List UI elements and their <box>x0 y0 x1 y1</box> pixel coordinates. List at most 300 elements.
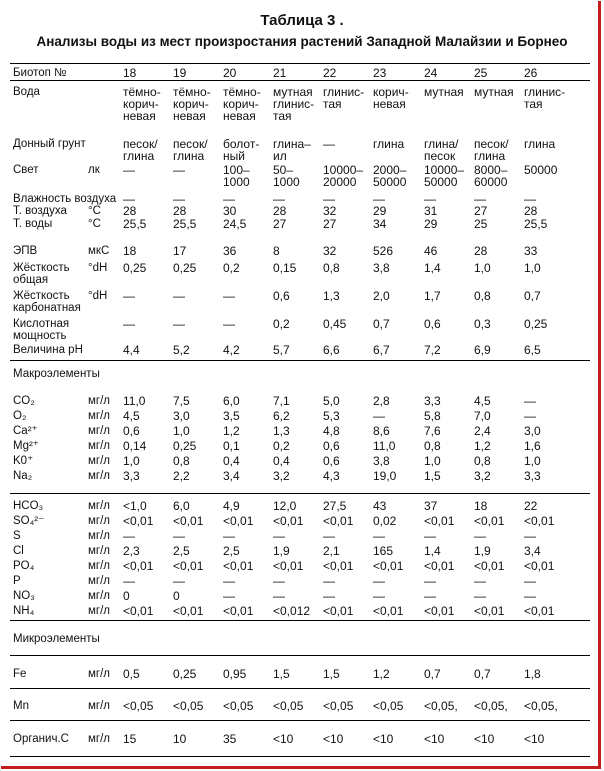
table-cell: 2,0 <box>373 289 390 303</box>
column-header-21: 21 <box>273 66 287 80</box>
table-cell: 50– <box>273 163 294 177</box>
row-label: Свет <box>13 164 39 176</box>
row-label: Mg²⁺ <box>13 440 39 452</box>
table-cell: <0,05, <box>524 699 558 713</box>
table-cell: <0,01 <box>223 559 254 573</box>
table-cell: — <box>223 589 235 603</box>
table-cell: 3,3 <box>524 469 541 483</box>
table-cell: 2,5 <box>173 544 190 558</box>
table-cell: <0,05, <box>474 699 508 713</box>
table-cell: невая <box>123 109 156 123</box>
row-unit: мг/л <box>88 733 111 745</box>
table-cell: 0,02 <box>373 514 397 528</box>
table-cell: 3,4 <box>524 544 541 558</box>
table-cell: 29 <box>424 217 438 231</box>
table-cell: 7,2 <box>424 343 441 357</box>
table-cell: — <box>173 317 185 331</box>
table-cell: <0,012 <box>273 604 311 618</box>
row-label: P <box>13 575 21 587</box>
table-cell: — <box>123 289 135 303</box>
table-cell: <0,01 <box>223 604 254 618</box>
table-cell: 28 <box>123 204 137 218</box>
table-cell: <0,01 <box>123 514 154 528</box>
table-cell: корич- <box>373 85 409 99</box>
table-cell: <0,01 <box>173 604 204 618</box>
table-cell: 1,6 <box>524 439 541 453</box>
table-cell: — <box>273 589 285 603</box>
table-cell: 0,1 <box>223 439 240 453</box>
table-cell: 1000 <box>223 175 250 189</box>
table-cell: — <box>373 409 385 423</box>
table-cell: 3,3 <box>123 469 140 483</box>
table-cell: 2,2 <box>173 469 190 483</box>
table-cell: <0,01 <box>373 604 404 618</box>
table-cell: <10 <box>424 732 445 746</box>
table-cell: <0,05 <box>323 699 354 713</box>
table-cell: 2,5 <box>223 544 240 558</box>
table-cell: 0,14 <box>123 439 147 453</box>
table-cell: невая <box>173 109 206 123</box>
table-cell: 10 <box>173 732 187 746</box>
table-cell: 7,5 <box>173 394 190 408</box>
table-cell: — <box>123 574 135 588</box>
table-divider <box>10 688 590 689</box>
table-cell: — <box>524 394 536 408</box>
table-cell: песок/ <box>173 137 208 151</box>
column-header-26: 26 <box>524 66 538 80</box>
table-cell: <0,01 <box>123 604 154 618</box>
table-cell: 0,25 <box>173 439 197 453</box>
table-cell: <0,01 <box>524 604 555 618</box>
table-cell: 1,4 <box>424 261 441 275</box>
table-cell: тёмно- <box>223 85 261 99</box>
table-cell: — <box>373 589 385 603</box>
table-cell: — <box>173 289 185 303</box>
table-cell: 8000– <box>474 163 508 177</box>
column-header-19: 19 <box>173 66 187 80</box>
table-cell: — <box>223 289 235 303</box>
row-unit: мг/л <box>88 440 111 452</box>
table-cell: <10 <box>524 732 545 746</box>
table-cell: 18 <box>123 244 137 258</box>
row-label: CO₂ <box>13 395 35 407</box>
table-cell: 2000– <box>373 163 407 177</box>
table-cell: 6,7 <box>373 343 390 357</box>
table-cell: — <box>223 192 235 206</box>
table-cell: 43 <box>373 499 387 513</box>
table-cell: 18 <box>474 499 488 513</box>
table-cell: 28 <box>474 244 488 258</box>
table-cell: мутная <box>424 85 464 99</box>
row-label: карбонатная <box>13 302 81 314</box>
row-label: O₂ <box>13 410 27 422</box>
table-cell: — <box>173 574 185 588</box>
row-unit: мг/л <box>88 515 111 527</box>
table-cell: 4,5 <box>123 409 140 423</box>
table-cell: тая <box>524 97 543 111</box>
table-cell: 6,9 <box>474 343 491 357</box>
row-unit: °dH <box>88 262 108 274</box>
table-cell: <10 <box>323 732 344 746</box>
table-cell: 5,8 <box>424 409 441 423</box>
table-cell: 2,1 <box>323 544 340 558</box>
row-label: Жёсткость <box>13 290 70 302</box>
table-cell: глина <box>524 137 556 151</box>
table-cell: <0,01 <box>323 559 354 573</box>
table-cell: — <box>323 574 335 588</box>
row-unit: мкС <box>88 245 110 257</box>
table-cell: глина <box>123 149 155 163</box>
table-cell: — <box>323 529 335 543</box>
table-cell: 0 <box>173 589 180 603</box>
column-header-23: 23 <box>373 66 387 80</box>
table-cell: 22 <box>524 499 538 513</box>
table-cell: 28 <box>524 204 538 218</box>
table-cell: 3,0 <box>524 424 541 438</box>
row-label: Донный грунт <box>13 138 86 150</box>
table-divider <box>10 360 590 361</box>
table-cell: 8,6 <box>373 424 390 438</box>
table-cell: мутная <box>474 85 514 99</box>
table-cell: 4,5 <box>474 394 491 408</box>
table-cell: <0,05 <box>373 699 404 713</box>
row-label: Кислотная <box>13 318 70 330</box>
table-cell: 165 <box>373 544 394 558</box>
table-cell: песок/ <box>474 137 509 151</box>
table-cell: — <box>123 317 135 331</box>
table-cell: 29 <box>373 204 387 218</box>
table-cell: 6,0 <box>223 394 240 408</box>
table-cell: 0,6 <box>273 289 290 303</box>
table-cell: — <box>474 192 486 206</box>
table-cell: — <box>173 163 185 177</box>
row-label: Величина pH <box>13 344 83 356</box>
table-cell: 0 <box>123 589 130 603</box>
table-cell: 0,4 <box>273 454 290 468</box>
table-cell: глинис- <box>323 85 365 99</box>
table-cell: 10000– <box>323 163 364 177</box>
table-cell: <0,05 <box>273 699 304 713</box>
table-cell: 50000 <box>524 163 558 177</box>
table-cell: 1,2 <box>474 439 491 453</box>
table-cell: — <box>173 529 185 543</box>
table-cell: невая <box>223 109 256 123</box>
table-cell: 0,15 <box>273 261 297 275</box>
column-header-18: 18 <box>123 66 137 80</box>
table-cell: 50000 <box>424 175 458 189</box>
table-cell: 60000 <box>474 175 508 189</box>
table-cell: 6,5 <box>524 343 541 357</box>
table-divider <box>10 493 590 494</box>
table-cell: 0,2 <box>223 261 240 275</box>
table-cell: 27,5 <box>323 499 347 513</box>
table-cell: 0,7 <box>373 317 390 331</box>
table-cell: 25,5 <box>524 217 548 231</box>
table-cell: 3,8 <box>373 454 390 468</box>
table-cell: 0,8 <box>474 289 491 303</box>
row-label: Fe <box>13 668 27 680</box>
row-label: Жёсткость <box>13 262 70 274</box>
table-cell: 4,9 <box>223 499 240 513</box>
table-cell: невая <box>373 97 406 111</box>
row-label: Органич.С <box>13 733 69 745</box>
table-cell: 35 <box>223 732 237 746</box>
table-cell: 0,25 <box>173 261 197 275</box>
table-cell: 0,8 <box>424 439 441 453</box>
table-cell: мутная <box>273 85 313 99</box>
row-unit: мг/л <box>88 455 111 467</box>
table-cell: глинис- <box>524 85 566 99</box>
table-cell: тёмно- <box>173 85 211 99</box>
table-divider <box>10 655 590 656</box>
table-cell: 30 <box>223 204 237 218</box>
table-cell: — <box>424 574 436 588</box>
table-cell: — <box>173 192 185 206</box>
row-label: HCO₃ <box>13 500 44 512</box>
table-cell: 28 <box>173 204 187 218</box>
table-cell: 32 <box>323 204 337 218</box>
table-cell: корич- <box>173 97 209 111</box>
page-frame <box>1 1 601 769</box>
row-label: Вода <box>13 86 40 98</box>
table-cell: — <box>323 589 335 603</box>
table-cell: <0,01 <box>424 604 455 618</box>
row-label: Микроэлементы <box>13 633 100 645</box>
column-header-20: 20 <box>223 66 237 80</box>
table-cell: 33 <box>524 244 538 258</box>
table-cell: <0,01 <box>373 559 404 573</box>
table-cell: 1,4 <box>424 544 441 558</box>
row-unit: лк <box>88 164 100 176</box>
row-label: Cl <box>13 545 24 557</box>
table-cell: — <box>424 529 436 543</box>
table-cell: 0,6 <box>323 454 340 468</box>
table-cell: 0,7 <box>474 667 491 681</box>
table-cell: — <box>424 192 436 206</box>
row-unit: °dH <box>88 290 108 302</box>
row-label: Влажность воздуха <box>13 193 117 205</box>
table-title: Таблица 3 . <box>260 12 344 29</box>
table-cell: 5,2 <box>173 343 190 357</box>
table-cell: глина– <box>273 137 311 151</box>
table-cell: 25,5 <box>173 217 197 231</box>
row-label: K0⁺ <box>13 455 34 467</box>
table-cell: 10000– <box>424 163 465 177</box>
row-unit: мг/л <box>88 560 111 572</box>
table-cell: 3,0 <box>173 409 190 423</box>
table-cell: <0,05 <box>173 699 204 713</box>
table-cell: — <box>323 192 335 206</box>
table-cell: песок <box>424 149 456 163</box>
table-cell: 526 <box>373 244 394 258</box>
table-cell: 3,4 <box>223 469 240 483</box>
row-unit: мг/л <box>88 395 111 407</box>
table-cell: 0,8 <box>474 454 491 468</box>
table-cell: 5,0 <box>323 394 340 408</box>
column-header-24: 24 <box>424 66 438 80</box>
table-divider <box>10 620 590 621</box>
table-cell: <0,01 <box>424 559 455 573</box>
table-cell: — <box>524 192 536 206</box>
table-cell: 19,0 <box>373 469 397 483</box>
row-label: общая <box>13 274 49 286</box>
table-cell: 27 <box>273 217 287 231</box>
table-cell: 32 <box>323 244 337 258</box>
row-label: Na₂ <box>13 470 33 482</box>
row-unit: мг/л <box>88 410 111 422</box>
table-cell: 100– <box>223 163 250 177</box>
table-cell: 4,4 <box>123 343 140 357</box>
row-label: Т. воды <box>13 218 53 230</box>
row-label: NH₄ <box>13 605 35 617</box>
table-cell: 0,5 <box>123 667 140 681</box>
table-cell: 1,5 <box>424 469 441 483</box>
table-cell: — <box>524 589 536 603</box>
row-unit: мг/л <box>88 605 111 617</box>
table-cell: 25,5 <box>123 217 147 231</box>
table-cell: 6,0 <box>173 499 190 513</box>
table-cell: — <box>373 529 385 543</box>
table-cell: 25 <box>474 217 488 231</box>
row-label: PO₄ <box>13 560 35 572</box>
table-cell: 31 <box>424 204 438 218</box>
table-cell: <0,01 <box>424 514 455 528</box>
table-cell: — <box>273 529 285 543</box>
table-cell: — <box>524 529 536 543</box>
table-cell: — <box>273 192 285 206</box>
table-cell: 1,0 <box>123 454 140 468</box>
table-cell: 1,2 <box>373 667 390 681</box>
table-cell: <0,01 <box>474 559 505 573</box>
table-cell: корич- <box>223 97 259 111</box>
table-cell: 7,0 <box>474 409 491 423</box>
table-cell: <0,01 <box>173 514 204 528</box>
table-divider <box>10 720 590 721</box>
table-cell: — <box>273 574 285 588</box>
header-label: Биотоп № <box>13 67 67 79</box>
table-cell: — <box>223 574 235 588</box>
table-cell: глина <box>373 137 405 151</box>
table-cell: 24,5 <box>223 217 247 231</box>
table-cell: 5,3 <box>323 409 340 423</box>
table-cell: <0,01 <box>123 559 154 573</box>
table-cell: 1,9 <box>474 544 491 558</box>
row-label: Mn <box>13 700 29 712</box>
table-cell: ил <box>273 149 287 163</box>
row-label: ЭПВ <box>13 245 38 257</box>
table-cell: 1,0 <box>524 261 541 275</box>
row-label: Макроэлементы <box>13 368 100 380</box>
table-cell: 1,5 <box>273 667 290 681</box>
row-unit: мг/л <box>88 500 111 512</box>
table-cell: 0,25 <box>123 261 147 275</box>
table-cell: <10 <box>474 732 495 746</box>
table-cell: 0,25 <box>173 667 197 681</box>
table-subtitle: Анализы воды из мест произростания растений Западной Малайзии и Борнео <box>36 34 568 49</box>
table-cell: 1,3 <box>323 289 340 303</box>
table-cell: 3,2 <box>474 469 491 483</box>
table-cell: 11,0 <box>123 394 146 408</box>
table-cell: — <box>223 529 235 543</box>
table-cell: <0,05, <box>424 699 458 713</box>
table-cell: 6,2 <box>273 409 290 423</box>
table-cell: песок/ <box>123 137 158 151</box>
table-cell: 27 <box>323 217 337 231</box>
table-cell: 28 <box>273 204 287 218</box>
table-cell: 0,3 <box>474 317 491 331</box>
table-cell: 1,0 <box>424 454 441 468</box>
table-cell: болот- <box>223 137 260 151</box>
table-cell: 20000 <box>323 175 357 189</box>
table-cell: 1,7 <box>424 289 441 303</box>
table-cell: 0,6 <box>323 439 340 453</box>
table-cell: 27 <box>474 204 488 218</box>
table-cell: 1000 <box>273 175 300 189</box>
table-cell: ный <box>223 149 245 163</box>
table-cell: тёмно- <box>123 85 161 99</box>
row-unit: мг/л <box>88 545 111 557</box>
row-label: мощность <box>13 330 67 342</box>
table-cell: 0,2 <box>273 317 290 331</box>
table-cell: 0,95 <box>223 667 247 681</box>
table-cell: 2,3 <box>123 544 140 558</box>
table-cell: — <box>123 192 135 206</box>
table-cell: — <box>123 163 135 177</box>
table-cell: <10 <box>273 732 294 746</box>
table-cell: 0,2 <box>273 439 290 453</box>
row-unit: °C <box>88 218 101 230</box>
table-cell: <0,01 <box>273 514 304 528</box>
table-cell: 2,4 <box>474 424 491 438</box>
table-cell: 4,8 <box>323 424 340 438</box>
table-cell: 0,6 <box>424 317 441 331</box>
table-cell: 37 <box>424 499 438 513</box>
table-cell: <0,01 <box>323 514 354 528</box>
table-cell: 34 <box>373 217 387 231</box>
row-unit: мг/л <box>88 425 111 437</box>
table-cell: глина/ <box>424 137 459 151</box>
table-cell: <0,01 <box>323 604 354 618</box>
table-divider <box>10 80 590 81</box>
table-cell: 0,25 <box>524 317 548 331</box>
table-cell: 4,2 <box>223 343 240 357</box>
table-cell: 3,2 <box>273 469 290 483</box>
table-cell: 3,5 <box>223 409 240 423</box>
table-cell: <0,01 <box>474 514 505 528</box>
column-header-25: 25 <box>474 66 488 80</box>
row-label: SO₄²⁻ <box>13 515 45 527</box>
table-cell: — <box>524 409 536 423</box>
table-cell: 0,45 <box>323 317 347 331</box>
table-cell: 46 <box>424 244 438 258</box>
table-cell: — <box>373 192 385 206</box>
row-unit: мг/л <box>88 668 111 680</box>
table-cell: тая <box>273 109 292 123</box>
table-cell: <0,01 <box>173 559 204 573</box>
table-cell: тая <box>323 97 342 111</box>
table-cell: — <box>123 529 135 543</box>
row-label: NO₃ <box>13 590 35 602</box>
table-cell: 8 <box>273 244 280 258</box>
table-cell: <0,05 <box>223 699 254 713</box>
table-cell: 0,7 <box>524 289 541 303</box>
table-cell: 0,8 <box>323 261 340 275</box>
row-unit: мг/л <box>88 575 111 587</box>
row-unit: мг/л <box>88 700 111 712</box>
table-cell: <0,01 <box>474 604 505 618</box>
table-cell: — <box>223 317 235 331</box>
table-cell: 1,0 <box>474 261 491 275</box>
